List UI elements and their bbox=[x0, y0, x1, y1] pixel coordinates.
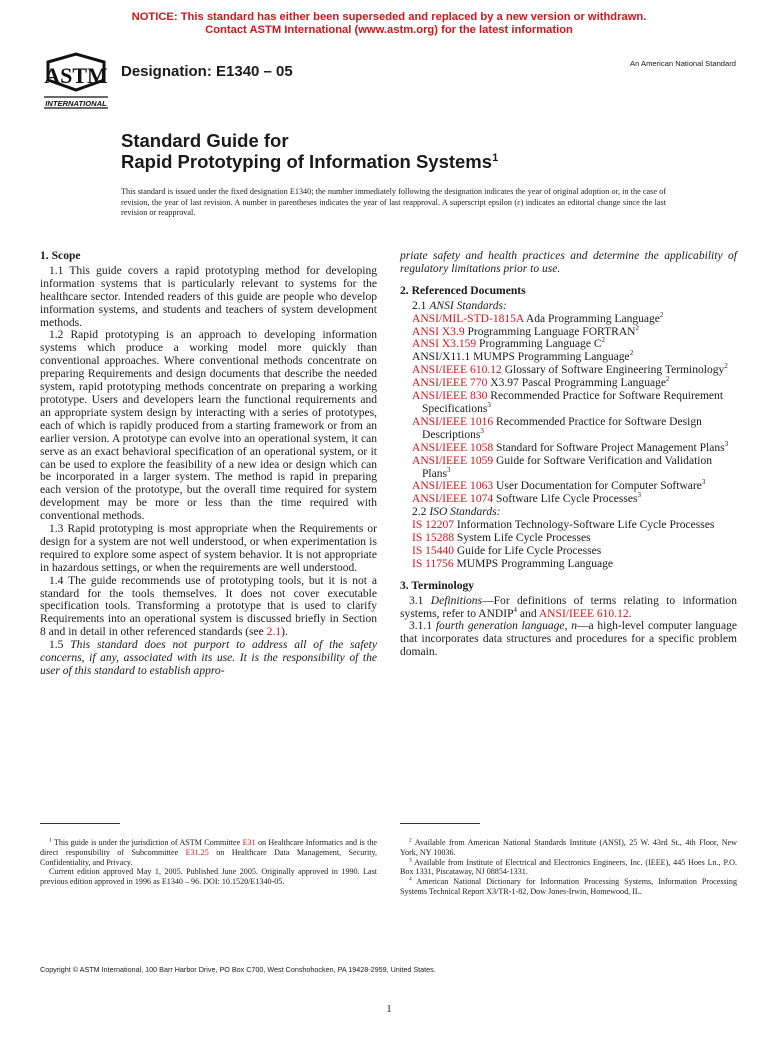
notice-line-2: Contact ASTM International (www.astm.org) for the latest information bbox=[205, 24, 573, 36]
reference-code: ANSI/X11.1 bbox=[412, 351, 471, 364]
reference-item: ANSI/IEEE 830 Recommended Practice for Software Requirement Specifications$^3$ bbox=[412, 390, 724, 415]
footnotes-left bbox=[40, 838, 377, 887]
reference-link[interactable]: ANSI X3.9 bbox=[412, 325, 465, 338]
reference-link[interactable]: IS 11756 bbox=[412, 557, 454, 570]
reference-item: ANSI/IEEE 1059 Guide for Software Verification and Validation Plans$^3$ bbox=[412, 454, 713, 480]
section-heading-scope: 1. Scope bbox=[40, 249, 81, 262]
reference-item: ANSI/X11.1 MUMPS Programming Language$^2$ bbox=[412, 349, 634, 364]
astm-logo-icon bbox=[40, 50, 112, 110]
footnotes-right bbox=[400, 838, 737, 897]
reference-item: ANSI X3.159 Programming Language $C^2$ bbox=[412, 336, 606, 351]
section-heading-referenced-documents: 2. Referenced Documents bbox=[400, 283, 526, 297]
right-column bbox=[400, 250, 737, 659]
reference-link[interactable]: ANSI/IEEE 1059 bbox=[412, 454, 494, 467]
reference-link[interactable]: ANSI/IEEE 1063 bbox=[412, 480, 494, 493]
scope-para-1-1: 1.1 This guide covers a rapid prototyping method for developing information systems that is particularly relevant to systems for the healthcare sector. Intended readers of this guide are people who develop information systems, and students and teachers of system development methods. bbox=[40, 264, 377, 329]
scope-para-1-4: 1.4 The guide recommends use of prototyping tools, but it is not a standard for the tools themselves. It does not cover executable specification tools. Transforming a prototype that is used to clarify Requirements into an operational system is discussed briefly in Section 8 and in detail in other referenced standards (see 2.1). bbox=[40, 574, 377, 639]
withdrawn-notice bbox=[0, 11, 778, 37]
reference-link[interactable]: ANSI/MIL-STD-1815A bbox=[412, 312, 524, 325]
logo-subtext: INTERNATIONAL bbox=[45, 99, 107, 108]
ansi-standards-label: 2.1 ANSI Standards: bbox=[412, 299, 507, 312]
reference-item: ANSI/MIL-STD-1815A Ada Programming Language$^2$ bbox=[412, 310, 664, 325]
footnote-1-edition: Current edition approved May 1, 2005. Published June 2005. Originally approved in 1990. Last previous edition approved in 1996 as E1340 – 96. DOI: 10.1520/E1340-05. bbox=[40, 867, 377, 887]
reference-item: ANSI/IEEE 1063 User Documentation for Computer Software$^3$ bbox=[412, 478, 706, 493]
title-footnote-ref: 1 bbox=[492, 151, 499, 164]
scope-para-1-5-continued: priate safety and health practices and determine the applicability of regulatory limitations prior to use. bbox=[400, 250, 737, 275]
reference-link[interactable]: ANSI X3.159 bbox=[412, 338, 477, 351]
reference-item: ANSI/IEEE 1074 Software Life Cycle Processes$^3$ bbox=[412, 491, 641, 506]
footnote-4: $^4$ American National Dictionary for Information Processing Systems, Information Processing Systems Technical Report X3/TR-1-82, Dow Jones-Irwin, Homewood, IL. bbox=[400, 876, 737, 896]
designation: Designation: E1340 – 05 bbox=[121, 63, 293, 80]
reference-item: ANSI X3.9 Programming Language FORTRAN$^2$ bbox=[412, 323, 639, 338]
link-section-2-1[interactable]: 2.1 bbox=[266, 626, 282, 639]
ansi-reference-list bbox=[400, 310, 737, 507]
reference-link[interactable]: ANSI/IEEE 1016 bbox=[412, 415, 494, 428]
footnote-1: $^1$ This guide is under the jurisdiction of ASTM Committee E31 on Healthcare Informatics and is the direct responsibility of Subcommittee E31.25 on Healthcare Data Management, Security, Confidentiality, and Privacy. bbox=[40, 837, 378, 867]
reference-link[interactable]: ANSI/IEEE 830 bbox=[412, 390, 488, 403]
footnote-divider-left bbox=[40, 823, 120, 824]
reference-link[interactable]: ANSI/IEEE 1058 bbox=[412, 441, 494, 454]
left-column bbox=[40, 250, 377, 678]
reference-item: IS 11756 MUMPS Programming Language bbox=[412, 557, 613, 570]
notice-line-1: NOTICE: This standard has either been superseded and replaced by a new version or withdrawn. bbox=[131, 11, 647, 23]
link-committee-e31[interactable]: E31 bbox=[242, 838, 256, 847]
reference-item: ANSI/IEEE 770 X3.97 Pascal Programming Language$^2$ bbox=[412, 375, 670, 390]
link-ansi-ieee-610-12[interactable]: ANSI/IEEE 610.12 bbox=[538, 607, 629, 620]
footnote-2: $^2$ Available from American National Standards Institute (ANSI), 25 W. 43rd St., 4th Floor, New York, NY 10036. bbox=[400, 837, 737, 857]
logo-letters: ASTM bbox=[44, 63, 108, 88]
reference-link[interactable]: ANSI/IEEE 770 bbox=[412, 377, 488, 390]
reference-item: ANSI/IEEE 1058 Standard for Software Project Management Plans$^3$ bbox=[412, 439, 729, 454]
issued-note: This standard is issued under the fixed designation E1340; the number immediately following the designation indicates the year of original adoption or, in the case of revision, the year of last revision. A number in parentheses indicates the year of last reapproval. A superscript epsilon (ε) indicates an editorial change since the last revision or reapproval. bbox=[121, 187, 666, 218]
iso-standards-label: 2.2 ISO Standards: bbox=[412, 506, 501, 519]
american-national-standard: An American National Standard bbox=[630, 59, 736, 68]
copyright-line: Copyright © ASTM International, 100 Barr Harbor Drive, PO Box C700, West Conshohocken, PA 19428-2959, United States. bbox=[40, 965, 436, 974]
reference-item: ANSI/IEEE 610.12 Glossary of Software Engineering Terminology$^2$ bbox=[412, 362, 728, 377]
terminology-para-3-1-1: 3.1.1 fourth generation language, n—a high-level computer language that incorporates data structures and procedures for a specific problem domain. bbox=[400, 620, 737, 659]
reference-item: ANSI/IEEE 1016 Recommended Practice for Software Design Descriptions$^3$ bbox=[412, 415, 702, 441]
iso-reference-list bbox=[400, 519, 737, 571]
reference-link[interactable]: IS 15440 bbox=[412, 544, 455, 557]
reference-link[interactable]: IS 12207 bbox=[412, 519, 455, 532]
footnote-divider-right bbox=[400, 823, 480, 824]
reference-link[interactable]: IS 15288 bbox=[412, 532, 455, 545]
page-number: 1 bbox=[386, 1003, 392, 1015]
reference-item: IS 15288 System Life Cycle Processes bbox=[412, 532, 591, 545]
reference-item: IS 12207 Information Technology-Software Life Cycle Processes bbox=[412, 519, 715, 532]
terminology-para-3-1: 3.1 Definitions—For definitions of terms relating to information systems, refer to ANDIP$^4$ and ANSI/IEEE 610.12. bbox=[400, 594, 737, 620]
reference-link[interactable]: ANSI/IEEE 610.12 bbox=[412, 364, 502, 377]
section-heading-terminology: 3. Terminology bbox=[400, 578, 475, 592]
scope-para-1-2: 1.2 Rapid prototyping is an approach to developing information systems which produce a working model more quickly than conventional approaches. Where conventional methods concentrate on preparing Requirements and design documents that describe the needed system, rapid prototyping methods concentrate on preparing a working prototype. Users and developers learn the functional requirements and an appropriate system design by interacting with a series of prototypes, each of which is rapidly produced from a starting framework or from an earlier version. A prototype can evolve into an operational system, it can serve as an exact behavioral specification of an operational system, or it can be used to explore the feasibility of a new idea or design which can be incorporated in a larger system. The method is rapid in preparing each version of the prototype, but the overall time required for system development may be more or less than the time required with conventional methods. bbox=[40, 329, 377, 523]
reference-item: IS 15440 Guide for Life Cycle Processes bbox=[412, 544, 602, 557]
footnote-3: $^3$ Available from Institute of Electrical and Electronics Engineers, Inc. (IEEE), 445 Hoes Ln., P.O. Box 1331, Piscataway, NJ 08854-1331. bbox=[400, 856, 737, 877]
page-title bbox=[121, 130, 498, 172]
scope-para-1-3: 1.3 Rapid prototyping is most appropriate when the Requirements or design for a system are not well understood, or when experimentation is required to explore some aspect of system behavior. It is not appropriate in hazardous settings, or when the requirements are well understood. bbox=[40, 523, 377, 574]
title-line-2: Rapid Prototyping of Information Systems$^1$ bbox=[121, 151, 499, 172]
scope-para-1-5: 1.5 This standard does not purport to address all of the safety concerns, if any, associated with its use. It is the responsibility of the user of this standard to establish appro- bbox=[40, 639, 377, 677]
title-line-1: Standard Guide for bbox=[121, 130, 289, 151]
reference-link[interactable]: ANSI/IEEE 1074 bbox=[412, 493, 494, 506]
link-subcommittee-e31-25[interactable]: E31.25 bbox=[185, 847, 209, 857]
